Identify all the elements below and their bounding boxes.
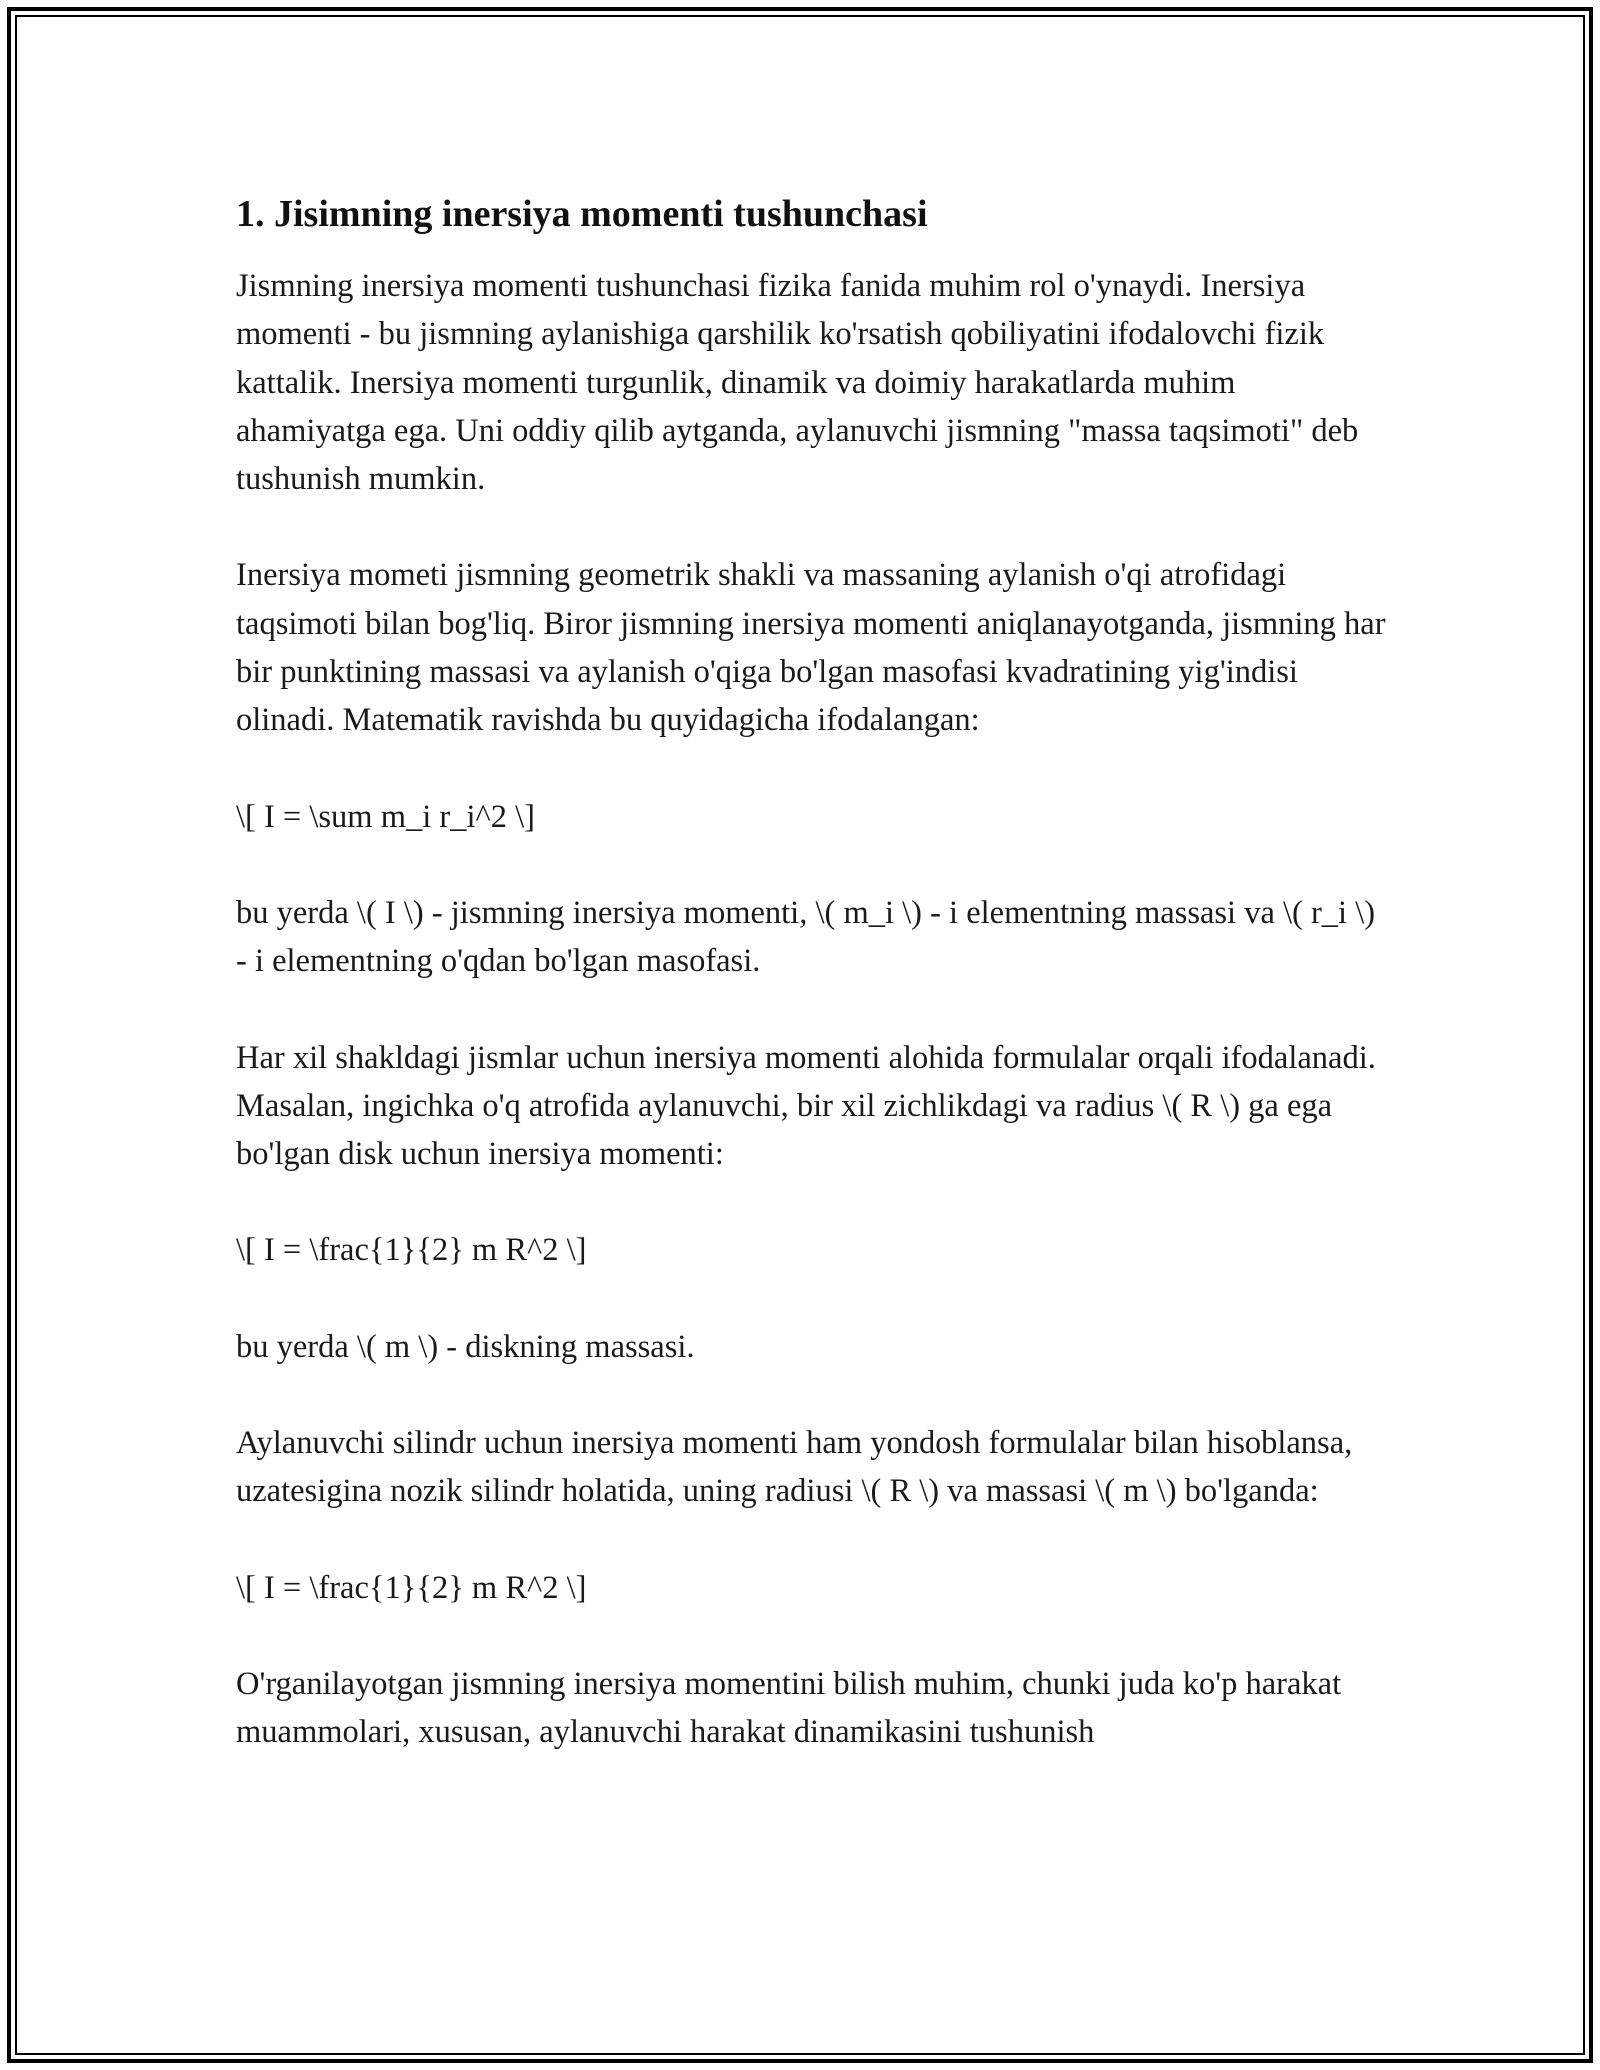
- paragraph-conclusion: O'rganilayotgan jismning inersiya momentini bilish muhim, chunki juda ko'p harakat muammolari, xususan, aylanuvchi harakat dinamikasini tushunish: [236, 1665, 1342, 1751]
- formula-disk: \[ I = \frac{1}{2} m R^2 \]: [236, 1232, 587, 1269]
- paragraph-disk-mass: bu yerda \( m \) - diskning massasi.: [236, 1328, 695, 1365]
- paragraph-cylinder: Aylanuvchi silindr uchun inersiya momenti ham yondosh formulalar bilan hisoblansa, uzatesigina nozik silindr holatida, uning radiusi \( R \) va massasi \( m \) bo'lganda:: [236, 1425, 1353, 1510]
- paragraph-variables: bu yerda \( I \) - jismning inersiya momenti, \( m_i \) - i elementning massasi va \( r_i \) - i elementning o'qdan bo'lgan masofasi.: [236, 894, 1376, 980]
- paragraph-definition: Inersiya mometi jismning geometrik shakli va massaning aylanish o'qi atrofidagi taqsimoti bilan bog'liq. Biror jismning inersiya momenti aniqlanayotganda, jismning har bir punktining massasi va aylanish o'qiga bo'lgan masofasi kvadratining yig'indisi olinadi. Matematik ravishda bu quyidagicha ifodalangan:: [236, 557, 1386, 739]
- paragraph-intro: Jismning inersiya momenti tushunchasi fizika fanida muhim rol o'ynaydi. Inersiya momenti - bu jismning aylanishiga qarshilik ko'rsatish qobiliyatini ifodalovchi fizik kattalik. Inersiya momenti turgunlik, dinamik va doimiy harakatlarda muhim ahamiyatga ega. Uni oddiy qilib aytganda, aylanuvchi jismning "massa taqsimoti" deb tushunish mumkin.: [236, 268, 1359, 498]
- formula-cylinder: \[ I = \frac{1}{2} m R^2 \]: [236, 1569, 587, 1606]
- section-title: 1. Jisimning inersiya momenti tushunchasi: [236, 193, 928, 235]
- document-body: [236, 186, 1386, 1805]
- paragraph-disk: Har xil shakldagi jismlar uchun inersiya momenti alohida formulalar orqali ifodalanadi. Masalan, ingichka o'q atrofida aylanuvchi, bir xil zichlikdagi va radius \( R \) ga ega bo'lgan disk uchun inersiya momenti:: [236, 1039, 1376, 1173]
- formula-sum: \[ I = \sum m_i r_i^2 \]: [236, 798, 535, 835]
